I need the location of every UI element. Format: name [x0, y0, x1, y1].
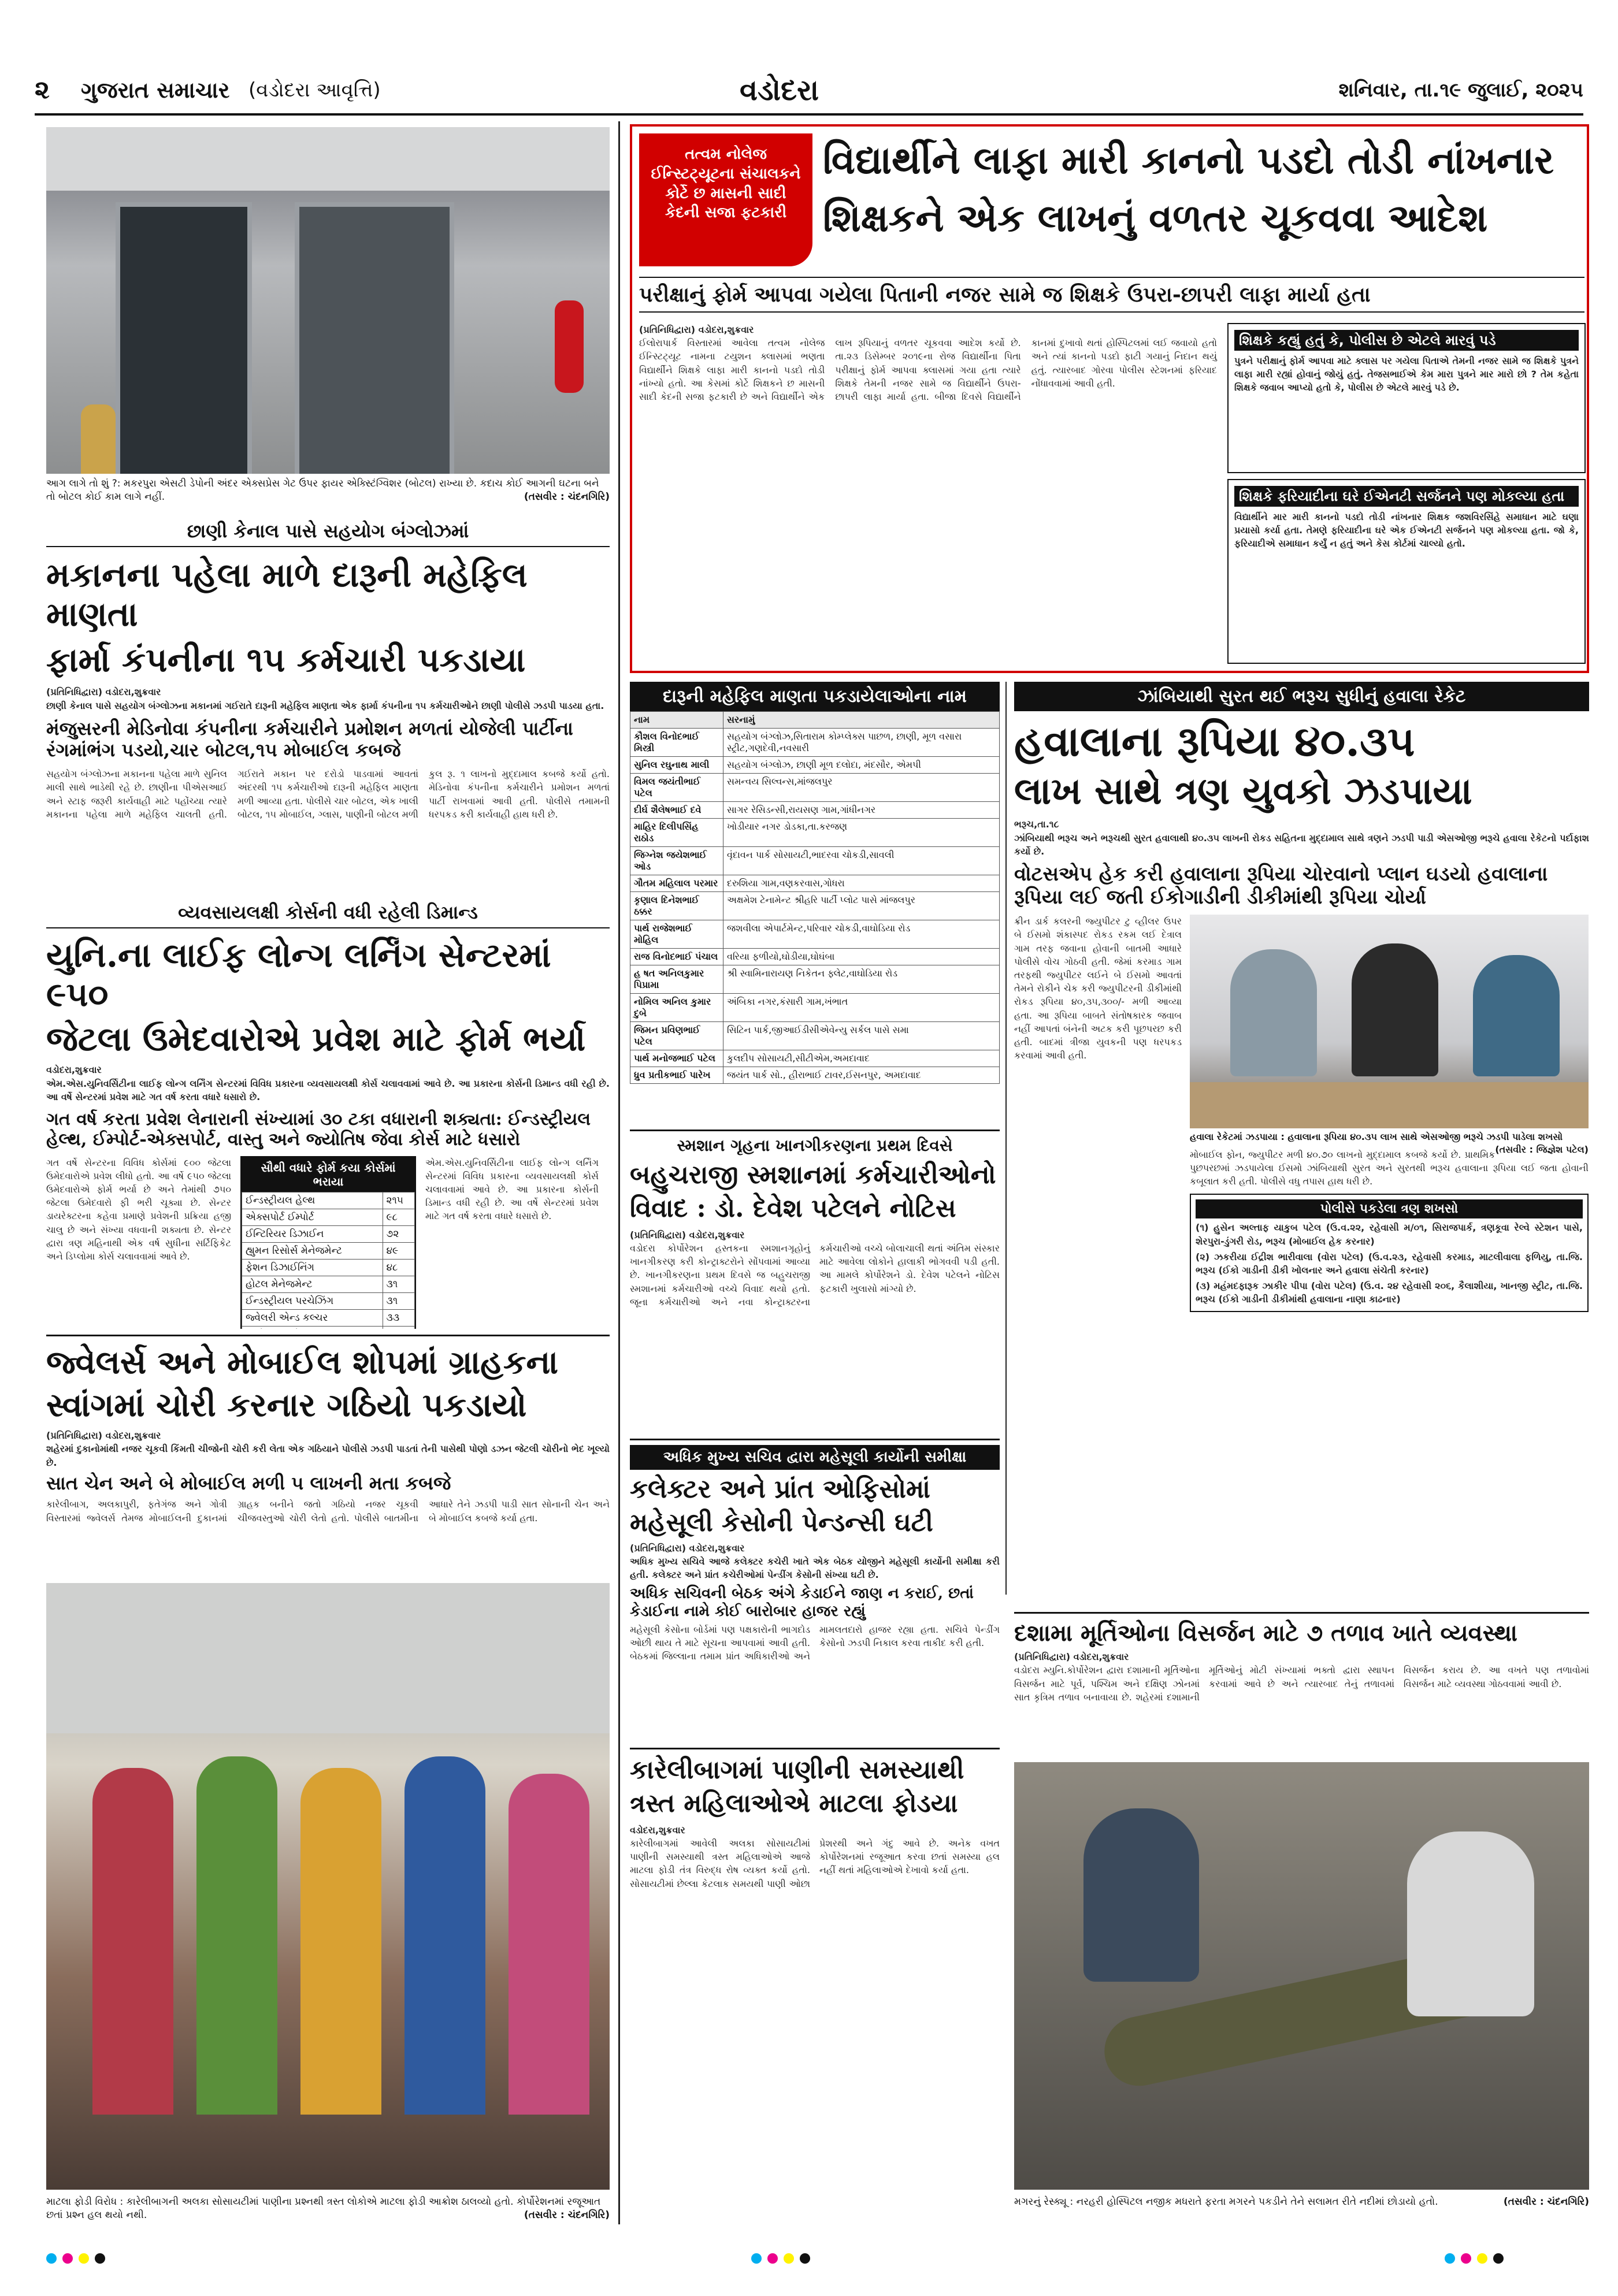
table-row — [630, 1050, 1000, 1067]
table-row — [630, 920, 1000, 949]
chhani-story — [46, 520, 610, 890]
city: વડોદરા — [740, 73, 819, 107]
registration-dot — [784, 2253, 794, 2264]
person-name: જિગ્નેશ જયેશભાઈ ઓડ — [630, 847, 723, 875]
dateline: ભરૂચ,તા.૧૮ — [1014, 819, 1059, 830]
photo-credit: (તસવીર : ચંદનગિરિ) — [524, 491, 610, 503]
names-table — [630, 711, 1000, 1084]
subhead: મંજુસરની મેડિનોવા કંપનીના કર્મચારીને પ્રમોશન મળતાં યોજેલી પાર્ટીના રંગમાંભંગ પડયો,ચાર બોટલ,૧૫ મોબાઈલ કબજે — [46, 717, 573, 761]
person-name: વિમલ જયંતીભાઈ પટેલ — [630, 774, 723, 802]
person-name: હ ષત અનિલકુમાર પિપ્રામા — [630, 965, 723, 994]
lede: શહેરમાં દુકાનોમાંથી નજર ચૂકવી કિંમતી ચીજોની ચોરી કરી લેતા એક ગઠિયાને પોલીસે ઝડપી પાડતાં તેની પાસેથી પોણો ડઝન જેટલી ચોરીનો ભેદ ખૂલ્યો છે. — [46, 1443, 610, 1468]
person-name: જિમન પ્રવિણભાઈ પટેલ — [630, 1022, 723, 1050]
person-name: ગૌતમ મહિલાલ પરમાર — [630, 875, 723, 892]
person-address: સમન્વય સિલ્વન્સ,માંજલપુર — [723, 774, 1000, 802]
crematorium-story — [630, 1130, 1000, 1430]
table-cell: ૯૮ — [383, 1209, 415, 1225]
dateline: (પ્રતિનિધિદ્વારા) વડોદરા,શુક્રવાર — [630, 1542, 745, 1554]
side-box — [1227, 479, 1586, 664]
table-cell: ૩૩ — [383, 1309, 415, 1326]
karelibaug-story — [630, 1748, 1000, 2221]
edition: (વડોદરા આવૃત્તિ) — [248, 79, 381, 102]
table-row — [630, 802, 1000, 819]
dashama-story — [1014, 1612, 1589, 1756]
registration-marks — [46, 2253, 566, 2276]
kicker: ઝાંબિયાથી સુરત થઈ ભરૂચ સુધીનું હવાલા રેકેટ — [1014, 682, 1589, 711]
lead-photo-caption: આગ લાગે તો શું ?: મકરપુરા એસટી ડેપોની અંદર એક્સપ્રેસ ગેટ ઉપર ફાયર એક્સ્ટિંગ્વિશર (બોટલ) રાખ્યા છે. કદાચ કોઈ આગની ઘટના બને તો બોટલ કોઈ કામ લાગે નહીં. (તસવીર : ચંદનગિરિ) — [46, 478, 610, 503]
headline: બહુચરાજી સ્મશાનમાં કર્મચારીઓનો — [630, 1160, 996, 1190]
person-address: સિટિન પાર્ક,જીઆઈડીસીએવેન્યુ સર્કલ પાસે સમા — [723, 1022, 1000, 1050]
column-rule — [1005, 682, 1007, 1595]
person-name: નોમિલ અનિલ કુમાર દુબે — [630, 994, 723, 1022]
lede: અધિક મુખ્ય સચિવે આજે કલેક્ટર કચેરી ખાતે એક બેઠક યોજીને મહેસૂલી કાર્યોની સમીક્ષા કરી હતી. કલેક્ટર અને પ્રાંત કચેરીઓમાં પેન્ડીંગ કેસોની સંખ્યા ઘટી છે. — [630, 1556, 1000, 1581]
accused-item: (૩) મહંમદફારૂક ઝાકીર પીપા (વોરા પટેલ) (ઉ.વ. ૨૪ રહેવાસી ૨૦૬, કૈલાશીયા, ખાનજી સ્ટ્રીટ, તા.જિ. ભરૂચ (ઈકો ગાડીની ડીકીમાંથી હવાલાના નાણા કાઢનાર) — [1196, 1280, 1583, 1305]
kicker: છાણી કેનાલ પાસે સહયોગ બંગ્લોઝમાં — [46, 520, 610, 547]
headline: કારેલીબાગમાં પાણીની સમસ્યાથી — [630, 1755, 964, 1785]
kicker: અધિક મુખ્ય સચિવ દ્વારા મહેસૂલી કાર્યોની સમીક્ષા — [630, 1445, 1000, 1470]
headline: શિક્ષકને એક લાખનું વળતર ચૂકવવા આદેશ — [823, 195, 1488, 240]
protest-photo-caption: માટલા ફોડી વિરોધ : કારેલીબાગની અલકા સોસાયટીમાં પાણીના પ્રશ્નથી ત્રસ્ત લોકોએ માટલા ફોડી આક્રોશ ઠાલવ્યો હતો. કોર્પોરેશનમાં રજૂઆત છતાં પ્રશ્ન હલ થયો નથી. (તસવીર : ચંદનગિરિ) — [46, 2196, 610, 2221]
headline: ફાર્મા કંપનીના ૧૫ કર્મચારી પકડાયા — [46, 640, 526, 679]
table-cell: એક્સપોર્ટ ઈમ્પોર્ટ — [242, 1209, 383, 1225]
registration-marks — [751, 2253, 925, 2276]
hawala-suspects-photo — [1190, 915, 1589, 1128]
person-address: વૃંદાવન પાર્ક સોસાયટી,ભાદરવા ચોકડી,સાવલી — [723, 847, 1000, 875]
person-address: સહયોગ બંગ્લોઝ,સિતારામ કોમ્પ્લેક્સ પાછળ, છાણી, મૂળ વસારા સ્ટ્રીટ,ગણદેવી,નવસારી — [723, 729, 1000, 757]
side-box-title: શિક્ષકે ફરિયાદીના ઘરે ઈએનટી સર્જનને પણ મોકલ્યા હતા — [1234, 486, 1579, 507]
table-row — [630, 1067, 1000, 1084]
table-cell: ૪૮ — [383, 1259, 415, 1276]
photo-credit: (તસવીર : ચંદનગિરિ) — [1503, 2196, 1589, 2208]
table-cell: ફેશન ડિઝાઈનિંગ — [242, 1259, 383, 1276]
table-row — [242, 1276, 415, 1292]
paper-name: ગુજરાત સમાચાર — [81, 77, 230, 103]
masthead — [35, 69, 1583, 116]
names-table-title: દારૂની મહેફિલ માણતા પકડાયેલાઓના નામ — [630, 682, 1000, 711]
table-cell: હ્યુમન રિસોર્સ મેનેજમેન્ટ — [242, 1242, 383, 1259]
article-body: સહયોગ બંગ્લોઝના મકાનના પહેલા માળે સુનિલ માલી સાથે ભાડેથી રહે છે. છાણીના પીએસઆઈ અને સ્ટાફ જરૂરી કાર્યવાહી માટે પહોંચ્યા ત્યારે મકાનના પહેલા માળે મહેફિલ ચાલતી હતી. ગઈરાતે મકાન પર દરોડો પાડવામાં આવતાં અંદરથી ૧૫ કર્મચારીઓ દારૂની મહેફિલ માણતા મળી આવ્યા હતા. પોલીસે ચાર બોટલ, એક ખાલી બોટલ, ૧૫ મોબાઈલ, ગ્લાસ, પાણીની બોટલ મળી કુલ રૂ. ૧ લાખનો મુદ્દામાલ કબજે કર્યો હતો. મેડિનોવા કંપનીના કર્મચારીને પ્રમોશન મળતાં પાર્ટી રાખવામાં આવી હતી. પોલીસે તમામની ધરપકડ કરી કાર્યવાહી હાથ ધરી છે. — [46, 768, 610, 820]
headline: યુનિ.ના લાઈફ લોન્ગ લર્નિંગ સેન્ટરમાં ૯૫૦ — [46, 935, 551, 1015]
person-address: સાગર રેસિડન્સી,રાયસણ ગામ,ગાંધીનગર — [723, 802, 1000, 819]
headline: દશામા મૂર્તિઓના વિસર્જન માટે ૭ તળાવ ખાતે વ્યવસ્થા — [1014, 1619, 1517, 1647]
registration-dot — [751, 2253, 762, 2264]
person-address: કુલદીપ સોસાયટી,સીટીએમ,અમદાવાદ — [723, 1050, 1000, 1067]
registration-dot — [46, 2253, 57, 2264]
headline: સ્વાંગમાં ચોરી કરનાર ગઠિયો પકડાયો — [46, 1386, 527, 1425]
date: શનિવાર, તા.૧૯ જુલાઈ, ૨૦૨૫ — [1338, 79, 1583, 102]
crocodile-photo-caption: મગરનું રેસ્ક્યૂ : નરહરી હોસ્પિટલ નજીક મધરાતે ફરતા મગરને પકડીને તેને સલામત રીતે નદીમાં છોડાયો હતો. (તસવીર : ચંદનગિરિ) — [1014, 2196, 1589, 2208]
article-body-continued: એમ.એસ.યુનિવર્સિટીના લાઈફ લોન્ગ લર્નિંગ સેન્ટરમાં વિવિધ પ્રકારના વ્યવસાયલક્ષી કોર્સ ચલાવવામાં આવે છે. આ પ્રકારના કોર્સની ડિમાન્ડ વધી રહી છે. આ વર્ષે સેન્ટરમાં પ્રવેશ માટે ગત વર્ષ કરતા વધારે ધસારો છે. — [425, 1157, 599, 1222]
accused-title: પોલીસે પકડેલા ત્રણ શખસો — [1196, 1199, 1583, 1218]
headline: વિદ્યાર્થીને લાફા મારી કાનનો પડદો તોડી નાંખનાર — [823, 138, 1554, 183]
registration-dot — [767, 2253, 778, 2264]
table-row — [630, 875, 1000, 892]
table-row — [242, 1292, 415, 1309]
collector-story — [630, 1439, 1000, 1739]
article-body: મહેસૂલી કેસોના બોર્ડમાં પણ પક્ષકારોની ભાગદોડ ઓછી થાય તે માટે સૂચના આપવામાં આવી હતી. બેઠકમાં જિલ્લાના તમામ પ્રાંત અધિકારીઓ અને મામલતદારો હાજર રહ્યા હતા. સચિવે પેન્ડીંગ કેસોનો ઝડપી નિકાલ કરવા તાકીદ કરી હતી. — [630, 1623, 1000, 1662]
article-body: કારેલીબાગ, અલકાપુરી, ફતેગંજ અને ગોત્રી વિસ્તારમાં જ્વેલર્સ તેમજ મોબાઈલની દુકાનમાં ગ્રાહક બનીને જતો ગઠિયો નજર ચૂકવી ચીજવસ્તુઓ ચોરી લેતો હતો. પોલીસે બાતમીના આધારે તેને ઝડપી પાડી સાત સોનાની ચેન અને બે મોબાઈલ કબજે કર્યા હતા. — [46, 1499, 610, 1524]
table-row — [242, 1225, 415, 1242]
table-row — [630, 965, 1000, 994]
registration-dot — [1461, 2253, 1471, 2264]
dateline: વડોદરા,શુક્રવાર — [630, 1824, 685, 1836]
subhead: અધિક સચિવની બેઠક અંગે કેડાઈને જાણ ન કરાઈ, છતાં કેડાઈના નામે કોઈ બારોબાર હાજર રહ્યું — [630, 1585, 974, 1621]
registration-dot — [79, 2253, 89, 2264]
course-table-body — [242, 1192, 415, 1329]
teacher-story-box — [630, 124, 1589, 673]
table-row — [242, 1192, 415, 1209]
person-name: કૌશલ વિનોદભાઈ મિસ્ત્રી — [630, 729, 723, 757]
accused-item: (૨) ઝકરીયા ઈદ્રીશ ભારીવાલા (વોરા પટેલ) (ઉ.વ.૨૩, રહેવાસી કરમાડ, માટલીવાલા ફળિયુ, તા.જિ. ભરૂચ (ઈકો ગાડીની ડીકી ખોલનાર અને હવાલા સંચેતી કરનાર) — [1196, 1251, 1583, 1276]
person-address: સહયોગ બંગ્લોઝ, છાણી મૂળ દલોદા, મંદસૌર, એમપી — [723, 757, 1000, 774]
table-cell: જ્વેલરી એન્ડ કલ્ચર — [242, 1309, 383, 1326]
table-row — [242, 1242, 415, 1259]
table-row — [242, 1326, 415, 1329]
table-row — [630, 994, 1000, 1022]
subhead: ગત વર્ષ કરતા પ્રવેશ લેનારાની સંખ્યામાં ૩૦ ટકા વધારાની શક્યતા: ઈન્ડસ્ટ્રીયલ હેલ્થ, ઈમ્પોર્ટ-એક્સપોર્ટ, વાસ્તુ અને જ્યોતિષ જેવા કોર્સ માટે ધસારો — [46, 1109, 591, 1150]
person-address: દરુશિયા ગામ,વણકરવાસ,ગોધરા — [723, 875, 1000, 892]
person-address: વરિયા ફળીયો,ઘોડીયા,ઘોઘંબા — [723, 949, 1000, 965]
side-box — [1227, 323, 1586, 473]
table-row — [630, 729, 1000, 757]
jewellers-story — [46, 1335, 610, 1571]
dateline: (પ્રતિનિધિદ્વારા) વડોદરા,શુક્રવાર — [630, 1229, 745, 1240]
dateline: (પ્રતિનિધિદ્વારા) વડોદરા,શુક્રવાર — [639, 324, 754, 335]
registration-dot — [1477, 2253, 1487, 2264]
side-box-title: શિક્ષકે કહ્યું હતું કે, પોલીસ છે એટલે મારવું પડે — [1234, 330, 1579, 351]
dateline: વડોદરા,શુક્રવાર — [46, 1064, 102, 1076]
page-number: ૨ — [35, 75, 50, 105]
protest-photo — [46, 1583, 610, 2190]
article-body: કારેલીબાગમાં આવેલી અલકા સોસાયટીમાં પાણીની સમસ્યાથી ત્રસ્ત મહિલાઓએ આજે માટલા ફોડી તંત્ર વિરુદ્ધ રોષ વ્યક્ત કર્યો હતો. સોસાયટીમાં છેલ્લા કેટલાક સમયથી પાણી ઓછા પ્રેશરથી અને ગંદુ આવે છે. અનેક વખત કોર્પોરેશનમાં રજૂઆત કરવા છતાં સમસ્યા હલ નહીં થતાં મહિલાઓએ દેખાવો કર્યા હતા. — [630, 1838, 1000, 1889]
registration-dot — [800, 2253, 810, 2264]
table-cell: ૪૯ — [383, 1242, 415, 1259]
table-cell: ૭૨ — [383, 1225, 415, 1242]
hawala-photo-caption: હવાલા રેકેટમાં ઝડપાયા : હવાલાના રૂપિયા ૪૦.૩૫ લાખ સાથે એસઓજી ભરૂચે ઝડપી પાડેલા શખસો (તસવીર : જિજ્ઞેશ પટેલ) — [1190, 1131, 1589, 1155]
table-cell: હોટલ મેનેજમેન્ટ — [242, 1276, 383, 1292]
registration-dot — [1445, 2253, 1455, 2264]
course-table-title: સૌથી વધારે ફોર્મ કયા કોર્સમાં ભરાયા — [242, 1157, 415, 1192]
table-row — [242, 1209, 415, 1225]
course-table — [240, 1156, 416, 1329]
person-name: રાજ વિનોદભાઈ પંચાલ — [630, 949, 723, 965]
side-box-body: વિદ્યાર્થીને માર મારી કાનનો પડદો તોડી નાંખનાર શિક્ષક જશવિરસિંહે સમાધાન માટે ઘણા પ્રયાસો કર્યા હતા. તેમણે ફરિયાદીના ઘરે એક ઈએનટી સર્જનને પણ મોકલ્યા હતા. જો કે, ફરિયાદીએ સમાધાન કર્યું ન હતું અને કેસ કોર્ટમાં ચાલ્યો હતો. — [1234, 511, 1579, 549]
dateline: (પ્રતિનિધિદ્વારા) વડોદરા,શુક્રવાર — [1014, 1651, 1129, 1663]
headline: હવાલાના રૂપિયા ૪૦.૩૫ — [1014, 716, 1415, 766]
kicker: વ્યવસાયલક્ષી કોર્સની વધી રહેલી ડિમાન્ડ — [46, 901, 610, 928]
table-row — [630, 1022, 1000, 1050]
registration-dot — [95, 2253, 105, 2264]
article-body: ગત વર્ષે સેન્ટરના વિવિધ કોર્સમાં ૯૦૦ જેટલા ઉમેદવારોએ પ્રવેશ લીધો હતો. આ વર્ષે ૯૫૦ જેટલા ઉમેદવારોએ ફોર્મ ભર્યા છે અને તેમાંથી ૭૫૦ જેટલા ઉમેદવારો ફી ભરી ચૂક્યા છે. સેન્ટર ડાયરેક્ટરના કહેવા પ્રમાણે પ્રવેશની પ્રક્રિયા હજી ચાલુ છે અને સંખ્યા વધવાની શક્યતા છે. સેન્ટર દ્વારા ત્રણ મહિનાથી એક વર્ષ સુધીના સર્ટિફિકેટ અને ડિપ્લોમા કોર્સ ચલાવવામાં આવે છે. — [46, 1157, 231, 1262]
person-name: સુનિલ રઘુનાથ માલી — [630, 757, 723, 774]
crocodile-rescue-photo — [1014, 1762, 1589, 2190]
table-cell: ૩૧ — [383, 1292, 415, 1309]
subhead: સાત ચેન અને બે મોબાઈલ મળી ૫ લાખની મતા કબજે — [46, 1472, 451, 1494]
headline: વિવાદ : ડો. દેવેશ પટેલને નોટિસ — [630, 1193, 956, 1223]
lede: એમ.એસ.યુનિવર્સિટીના લાઈફ લોન્ગ લર્નિંગ સેન્ટરમાં વિવિધ પ્રકારના વ્યવસાયલક્ષી કોર્સ ચલાવવામાં આવે છે. આ પ્રકારના કોર્સની ડિમાન્ડ વધી રહી છે. આ વર્ષે સેન્ટરમાં પ્રવેશ માટે ગત વર્ષ કરતા વધારે ધસારો છે. — [46, 1078, 610, 1102]
person-address: જશવીલા એપાર્ટમેન્ટ,પરિવાર ચોકડી,વાઘોડિયા રોડ — [723, 920, 1000, 949]
lede: છાણી કેનાલ પાસે સહયોગ બંગ્લોઝના મકાનમાં ગઈરાતે દારૂની મહેફિલ માણતા એક ફાર્મા કંપનીના ૧૫ કર્મચારીઓને છાણી પોલીસે ઝડપી પાડયા હતા. — [46, 700, 604, 711]
headline: મહેસૂલી કેસોની પેન્ડન્સી ઘટી — [630, 1507, 933, 1537]
person-name: પાર્થ મનોજભાઈ પટેલ — [630, 1050, 723, 1067]
table-cell: ઈન્ટિરિયર ડિઝાઈન — [242, 1225, 383, 1242]
accused-box — [1190, 1194, 1589, 1312]
headline: મકાનના પહેલા માળે દારૂની મહેફિલ માણતા — [46, 555, 528, 634]
photo-credit: (તસવીર : ચંદનગિરિ) — [524, 2209, 610, 2221]
names-table-box — [630, 682, 1000, 1121]
side-box-body: પુત્રને પરીક્ષાનું ફોર્મ આપવા માટે ક્લાસ પર ગયેલા પિતાએ તેમની નજર સામે જ શિક્ષકે પુત્રને લાફા મારી રહ્યાં હોવાનું જોયું હતું. તેજસભાઈએ કેમ મારા પુત્રને માર મારો છો ? તેમ કહેતા શિક્ષકે જવાબ આપ્યો હતો કે, પોલીસ છે એટલે મારવું પડે છે. — [1234, 355, 1579, 393]
person-name: ધ્રુવ પ્રતીકભાઈ પારેખ — [630, 1067, 723, 1084]
subhead: પરીક્ષાનું ફોર્મ આપવા ગયેલા પિતાની નજર સામે જ શિક્ષકે ઉપરા-છાપરી લાફા માર્યા હતા — [639, 277, 1584, 313]
headline: જેટલા ઉમેદવારોએ પ્રવેશ માટે ફોર્મ ભર્યા — [46, 1019, 586, 1058]
registration-dot — [62, 2253, 73, 2264]
headline: ત્રસ્ત મહિલાઓએ માટલા ફોડયા — [630, 1788, 958, 1818]
article-body-continued: મોબાઈલ ફોન, જ્યુપીટર મળી ૪૦.૭૦ લાખનો મુદ્દામાલ કબજે કર્યો છે. પ્રાથમિક પુછપરછમાં ઝડપાયેલા ઈસમો ઝાંબિયાથી સુરત અને સુરતથી ભરૂચ હવાલાના રૂપિયા લઈ જતા હોવાની કબૂલાત કરી હતી. પોલીસે વધુ તપાસ હાથ ધરી છે. — [1190, 1149, 1589, 1187]
table-cell — [383, 1326, 415, 1329]
photo-credit: (તસવીર : જિજ્ઞેશ પટેલ) — [1495, 1143, 1589, 1155]
badge: તત્વમ નોલેજ ઈન્સ્ટિટ્યૂટના સંચાલકને કોર્ટે છ માસની સાદી કેદની સજા ફટકારી — [639, 133, 812, 266]
table-cell: ઈન્ડસ્ટ્રીયલ હેલ્થ — [242, 1192, 383, 1209]
person-name: કૃણાલ દિનેશભાઈ ઠક્કર — [630, 892, 723, 920]
dateline: (પ્રતિનિધિદ્વારા) વડોદરા,શુક્રવાર — [46, 686, 161, 698]
table-row — [630, 949, 1000, 965]
person-name: પાર્થ રાજેશભાઈ મોહિલ — [630, 920, 723, 949]
subhead: વોટસએપ હેક કરી હવાલાના રૂપિયા ચોરવાનો પ્લાન ઘડયો હવાલાના રૂપિયા લઈ જતી ઈકોગાડીની ડીકીમાંથી રૂપિયા ચોર્યા — [1014, 863, 1548, 909]
lede: ઝાંબિયાથી ભરૂચ અને ભરૂચથી સુરત હવાલાથી ૪૦.૩૫ લાખની રોકડ સહિતના મુદ્દામાલ સાથે ત્રણને ઝડપી પાડી એસઓજી ભરૂચે હવાલા રેકેટનો પર્દાફાશ કર્યો છે. — [1014, 832, 1589, 857]
table-row — [630, 774, 1000, 802]
registration-dot — [1493, 2253, 1504, 2264]
dateline: (પ્રતિનિધિદ્વારા) વડોદરા,શુક્રવાર — [46, 1430, 161, 1441]
table-cell: ઈન્ડસ્ટ્રીયલ પરચેઝિંગ — [242, 1292, 383, 1309]
table-row — [242, 1259, 415, 1276]
table-cell: ૩૧ — [383, 1276, 415, 1292]
table-cell: ૨૧૫ — [383, 1192, 415, 1209]
table-row — [630, 819, 1000, 847]
table-row — [630, 757, 1000, 774]
hawala-story — [1014, 682, 1589, 1600]
table-row — [630, 892, 1000, 920]
article-body: ક્રીન ડાર્ક કલરની જ્યુપીટર ટુ વ્હીલર ઉપર બે ઈસમો શંકાસ્પદ રોકડ રકમ લઈ દેત્રાલ ગામ તરફ જવાના હોવાની બાતમી આધારે પોલીસે વોચ ગોઠવી હતી. જેમાં કરમાડ ગામ તરફથી જ્યુપીટર લઈને બે ઈસમો આવતાં તેમને રોકીને ચેક કરી જ્યુપીટરની ડીકીમાંથી રોકડ રૂપિયા ૪૦,૩૫,૩૦૦/- મળી આવ્યા હતા. આ રૂપિયા બાબતે સંતોષકારક જવાબ નહીં આપતાં બંનેની અટક કરી પૂછપરછ કરી હતી. બાદમાં ત્રીજા યુવકની પણ ધરપકડ કરવામાં આવી હતી. — [1014, 916, 1182, 1061]
person-name: માહિર દિલીપસિંહ રાઠોડ — [630, 819, 723, 847]
table-cell — [242, 1326, 383, 1329]
person-name: દીર્ઘ શૈલેષભાઈ દવે — [630, 802, 723, 819]
article-body: વડોદરા કોર્પોરેશન હસ્તકના સ્મશાનગૃહોનું ખાનગીકરણ કરી કોન્ટ્રાક્ટરોને સોંપવામાં આવ્યા છે. ખાનગીકરણના પ્રથમ દિવસે જ બહુચરાજી સ્મશાનમાં કર્મચારીઓ વચ્ચે વિવાદ થયો હતો. જૂના કર્મચારીઓ અને નવા કોન્ટ્રાક્ટરના કર્મચારીઓ વચ્ચે બોલાચાલી થતાં અંતિમ સંસ્કાર માટે આવેલા લોકોને હાલાકી ભોગવવી પડી હતી. આ મામલે કોર્પોરેશને ડો. દેવેશ પટેલને નોટિસ ફટકારી ખુલાસો માંગ્યો છે. — [630, 1243, 1000, 1307]
person-address: જયંત પાર્ક સો., હીરાભાઈ ટાવર,ઈસનપુર, અમદાવાદ — [723, 1067, 1000, 1084]
article-body: વડોદરા મ્યુનિ.કોર્પોરેશન દ્વારા દશામાની મૂર્તિઓના વિસર્જન માટે પૂર્વ, પશ્ચિમ અને દક્ષિણ ઝોનમાં સાત કૃત્રિમ તળાવ બનાવાયા છે. શહેરમાં દશામાની મૂર્તિઓનું મોટી સંખ્યામાં ભક્તો દ્વારા સ્થાપન કરવામાં આવે છે અને ત્યારબાદ તેનું તળાવમાં વિસર્જન કરાય છે. આ વખતે પણ તળાવોમાં વિસર્જન માટે વ્યવસ્થા ગોઠવવામાં આવી છે. — [1014, 1665, 1589, 1703]
headline: કલેક્ટર અને પ્રાંત ઓફિસોમાં — [630, 1474, 930, 1504]
person-address: ખોડીયાર નગર ડોડકા,તા.કરજણ — [723, 819, 1000, 847]
headline: લાખ સાથે ત્રણ યુવકો ઝડપાયા — [1014, 769, 1472, 813]
fire-extinguisher-photo — [46, 127, 610, 474]
person-address: શ્રી સ્વામિનારાયણ નિકેતન ફ્લેટ,વાઘોડિયા રોડ — [723, 965, 1000, 994]
registration-marks — [1445, 2253, 1589, 2276]
person-address: અક્ષમેશ ટેનામેન્ટ શ્રીહરિ પાર્ટી પ્લોટ પાસે માંજલપુર — [723, 892, 1000, 920]
university-story — [46, 901, 610, 1329]
column-rule — [618, 121, 620, 2224]
article-body: ઈલોરાપાર્ક વિસ્તારમાં આવેલા તત્વમ નોલેજ ઈન્સ્ટિટ્યૂટ નામના ટયુશન ક્લાસમાં ભણતા વિદ્યાર્થીને શિક્ષકે લાફા મારી કાનનો પડદો તોડી નાંખ્યો હતો. આ કેસમાં કોર્ટે શિક્ષકને છ માસની સાદી કેદની સજા ફટકારી છે અને વિદ્યાર્થીને એક લાખ રૂપિયાનું વળતર ચૂકવવા આદેશ કર્યો છે. તા.૨૩ ડિસેમ્બર ૨૦૧૯ના રોજ વિદ્યાર્થીના પિતા પરીક્ષાનું ફોર્મ આપવા ક્લાસમાં ગયા હતા ત્યારે શિક્ષકે તેમની નજર સામે જ વિદ્યાર્થીને ઉપરા-છાપરી લાફા માર્યા હતા. બીજા દિવસે વિદ્યાર્થીને કાનમાં દુખાવો થતાં હોસ્પિટલમાં લઈ જવાયો હતો અને ત્યાં કાનનો પડદો ફાટી ગયાનું નિદાન થયું હતું. ત્યારબાદ ગોરવા પોલીસ સ્ટેશનમાં ફરિયાદ નોંધાવવામાં આવી હતી. — [639, 337, 1217, 402]
person-address: અંબિકા નગર,કંસારી ગામ,ખંભાત — [723, 994, 1000, 1022]
table-row — [242, 1309, 415, 1326]
table-header: નામ — [630, 712, 723, 729]
kicker: સ્મશાન ગૃહના ખાનગીકરણના પ્રથમ દિવસે — [677, 1136, 953, 1155]
headline: જ્વેલર્સ અને મોબાઈલ શોપમાં ગ્રાહકના — [46, 1343, 558, 1381]
table-row — [630, 847, 1000, 875]
table-header: સરનામું — [723, 712, 1000, 729]
accused-item: (૧) હુસેન અલ્તાફ યાકુબ પટેલ (ઉ.વ.૨૨, રહેવાસી મ/૦૧, સિરાજપાર્ક, ત્રણકૂવા રેલ્વે સ્ટેશન પાસે, શેરપુરા-ડુંગરી રોડ, ભરૂચ (મોબાઈલ હેક કરનાર) — [1196, 1222, 1583, 1247]
